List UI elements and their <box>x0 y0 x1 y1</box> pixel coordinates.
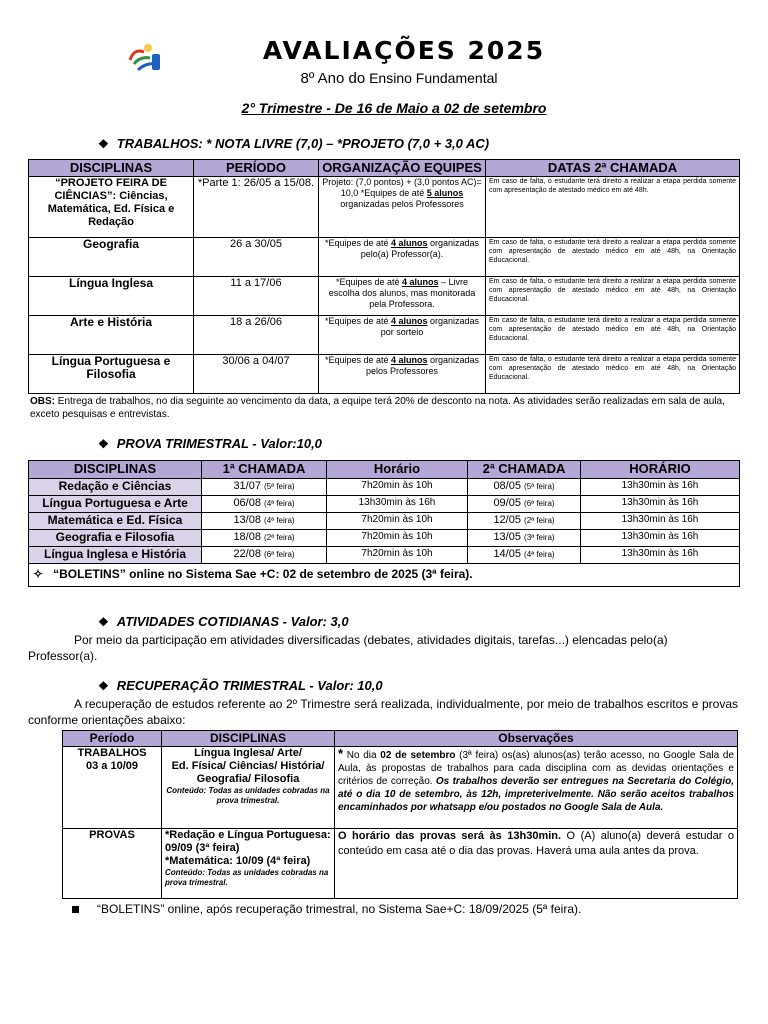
table-row: Geografia 26 a 30/05 *Equipes de até 4 alunos organizadas pelo(a) Professor(a). Em caso de falta, o estudante terá direito a realizar a etapa perdida somente com apresentação de atestado médico em até 48h, na Orientação Educacional. <box>29 238 740 277</box>
trabalhos-table <box>28 159 740 394</box>
trimester-heading: 2° Trimestre - De 16 de Maio a 02 de setembro <box>241 100 547 116</box>
prova-table: DISCIPLINAS 1ª CHAMADA Horário 2ª CHAMADA HORÁRIO Redação e Ciências 31/07 (5ª feira) 7h20min às 10h 08/05 (5ª feira) 13h30min às 16h Língua Portuguesa e Arte 06/08 (4ª feira) 13h30min às 16h 09/05 (6ª feira) 13h30min às 16h Matemática e Ed. Física 13/08 (4ª feira) 7h20min às 10h 12/05 (2ª feira) 13h30min às 16h Geografia e Filosofia 18/08 (2ª feira) 7h20min às 10h 13/05 (3ª feira) 13h30min às 16h Língua Inglesa e História 22/08 (6ª feira) 7h20min às 10h 14/05 (4ª feira) 13h30min às 16h ✧ “BOLETINS” online no Sistema Sae +C: 02 de setembro de 2025 (3ª feira). <box>28 460 740 587</box>
grade-subtitle: 8º Ano do Ensino Fundamental <box>300 70 498 87</box>
table-row: Geografia e Filosofia 18/08 (2ª feira) 7h20min às 10h 13/05 (3ª feira) 13h30min às 16h <box>29 530 740 547</box>
boletins-row: ✧ “BOLETINS” online no Sistema Sae +C: 02 de setembro de 2025 (3ª feira). <box>29 564 740 587</box>
table-row: PROVAS *Redação e Língua Portuguesa: 09/09 (3ª feira) *Matemática: 10/09 (4ª feira) Conteúdo: Todas as unidades cobradas na prova trimestral. O horário das provas será às 13h30min. O (A) aluno(a) deverá estudar o conteúdo em casa até o dia das provas. Haverá uma aula antes da prova. <box>63 829 738 899</box>
diamond-bullet-icon: ❖ <box>98 437 109 451</box>
table-row: Língua Portuguesa e Filosofia 30/06 a 04/07 *Equipes de até 4 alunos organizadas pelos Professores Em caso de falta, o estudante terá direito a realizar a etapa perdida somente com apresentação de atestado médico em até 48h, na Orientação Educacional. <box>29 355 740 394</box>
section-atividades: ❖ ATIVIDADES COTIDIANAS - Valor: 3,0 <box>98 614 349 629</box>
diamond-bullet-icon: ❖ <box>98 615 109 629</box>
table-row: Redação e Ciências 31/07 (5ª feira) 7h20min às 10h 08/05 (5ª feira) 13h30min às 16h <box>29 479 740 496</box>
table-row: Língua Inglesa 11 a 17/06 *Equipes de até 4 alunos – Livre escolha dos alunos, mas monitorada pela Professora. Em caso de falta, o estudante terá direito a realizar a etapa perdida somente com apresentação de atestado médico em até 48h, na Orientação Educacional. <box>29 277 740 316</box>
col-disciplinas: DISCIPLINAS <box>29 160 194 177</box>
square-bullet-icon <box>72 906 79 913</box>
col-organizacao: ORGANIZAÇÃO EQUIPES <box>319 160 486 177</box>
boletins-recuperacao: “BOLETINS” online, após recuperação trimestral, no Sistema Sae+C: 18/09/2025 (5ª feira). <box>72 902 581 916</box>
col-datas: DATAS 2ª CHAMADA <box>486 160 740 177</box>
table-row: Língua Inglesa e História 22/08 (6ª feira) 7h20min às 10h 14/05 (4ª feira) 13h30min às 16h <box>29 547 740 564</box>
obs-note: OBS: Entrega de trabalhos, no dia seguinte ao vencimento da data, a equipe terá 20% de desconto na nota. As atividades serão realizadas em sala de aula, exceto pesquisas e entrevistas. <box>30 396 725 420</box>
page-title: AVALIAÇÕES 2025 <box>262 36 546 65</box>
recuperacao-text: A recuperação de estudos referente ao 2º Trimestre será realizada, individualmente, por meio de trabalhos escritos e provas conforme orientações abaixo: <box>28 697 738 727</box>
diamond-bullet-icon: ❖ <box>98 137 109 151</box>
col-periodo: PERÍODO <box>194 160 319 177</box>
star-bullet-icon: ✧ <box>33 567 44 581</box>
table-row: Arte e História 18 a 26/06 *Equipes de até 4 alunos organizadas por sorteio Em caso de falta, o estudante terá direito a realizar a etapa perdida somente com apresentação de atestado médico em até 48h, na Orientação Educacional. <box>29 316 740 355</box>
recuperacao-table: Período DISCIPLINAS Observações TRABALHOS 03 a 10/09 Língua Inglesa/ Arte/ Ed. Física/ Ciências/ História/ Geografia/ Filosofia Conteúdo: Todas as unidades cobradas na prova trimestral. * No dia 02 de setembro (3ª feira) os(as) alunos(as) terão acesso, no Google Sala de Aula, às propostas de trabalhos para cada disciplina com as devidas orientações e critérios de correção. Os trabalhos deverão ser entregues na Secretaria do Colégio, até o dia 10 de setembro, às 12h, impreterivelmente. Não serão aceitos trabalhos encaminhados por whatsapp e/ou postados no Google Sala de Aula. PROVAS *Redação e Língua Portuguesa: 09/09 (3ª feira) *Matemática: 10/09 (4ª feira) Conteúdo: Todas as unidades cobradas na prova trimestral. O horário das provas será às 13h30min. O (A) aluno(a) deverá estudar o conteúdo em casa até o dia das provas. Haverá uma aula antes da prova. <box>62 730 738 899</box>
diamond-bullet-icon: ❖ <box>98 679 109 693</box>
atividades-text: Por meio da participação em atividades diversificadas (debates, atividades digitais, tarefas...) elencadas pelo(a) Professor(a). <box>28 633 668 663</box>
table-row: Matemática e Ed. Física 13/08 (4ª feira) 7h20min às 10h 12/05 (2ª feira) 13h30min às 16h <box>29 513 740 530</box>
section-prova: ❖ PROVA TRIMESTRAL - Valor:10,0 <box>98 436 322 451</box>
table-row: Língua Portuguesa e Arte 06/08 (4ª feira) 13h30min às 16h 09/05 (6ª feira) 13h30min às 16h <box>29 496 740 513</box>
table-row: “PROJETO FEIRA DE CIÊNCIAS”: Ciências, Matemática, Ed. Física e Redação *Parte 1: 26/05 a 15/08. Projeto: (7,0 pontos) + (3,0 pontos AC)= 10,0 *Equipes de até 5 alunos organizadas pelos Professores Em caso de falta, o estudante terá direito a realizar a etapa perdida somente com apresentação de atestado médico em até 48h. <box>29 177 740 238</box>
section-recuperacao: ❖ RECUPERAÇÃO TRIMESTRAL - Valor: 10,0 <box>98 678 383 693</box>
table-row: TRABALHOS 03 a 10/09 Língua Inglesa/ Arte/ Ed. Física/ Ciências/ História/ Geografia/ Filosofia Conteúdo: Todas as unidades cobradas na prova trimestral. * No dia 02 de setembro (3ª feira) os(as) alunos(as) terão acesso, no Google Sala de Aula, às propostas de trabalhos para cada disciplina com as devidas orientações e critérios de correção. Os trabalhos deverão ser entregues na Secretaria do Colégio, até o dia 10 de setembro, às 12h, impreterivelmente. Não serão aceitos trabalhos encaminhados por whatsapp e/ou postados no Google Sala de Aula. <box>63 747 738 829</box>
section-trabalhos: ❖ TRABALHOS: * NOTA LIVRE (7,0) – *PROJETO (7,0 + 3,0 AC) <box>98 136 490 151</box>
